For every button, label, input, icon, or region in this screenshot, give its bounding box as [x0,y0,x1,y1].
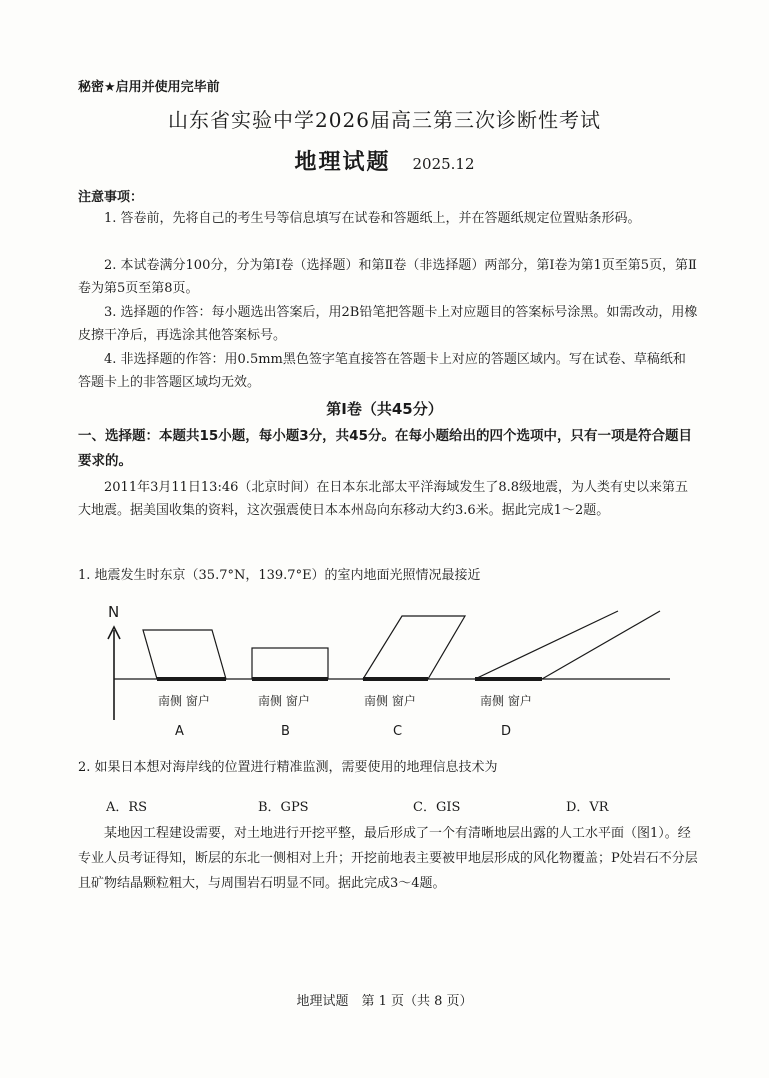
notice-item-1: 1. 答卷前，先将自己的考生号等信息填写在试卷和答题纸上，并在答题纸规定位置贴条形码。 [104,211,641,226]
light-patch-c [363,616,465,679]
question-2-option-c: C．GIS [413,800,461,815]
question-1-stem: 1. 地震发生时东京（35.7°N，139.7°E）的室内地面光照情况最接近 [78,568,481,583]
window-label-a: 南侧 窗户 [158,694,210,708]
north-label: N [108,603,120,621]
notice-item-3: 3. 选择题的作答：每小题选出答案后，用2B铅笔把答题卡上对应题目的答案标号涂黑。如需改动，用橡皮擦干净后，再选涂其他答案标号。 [78,305,698,343]
question-2-stem: 2. 如果日本想对海岸线的位置进行精准监测，需要使用的地理信息技术为 [78,760,498,775]
notice-item-4: 4. 非选择题的作答：用0.5mm黑色签字笔直接答在答题卡上对应的答题区域内。写在试卷、草稿纸和答题卡上的非答题区域均无效。 [78,352,686,390]
option-b-label: B [281,724,290,739]
notice-title: 注意事项： [78,190,144,205]
window-label-b: 南侧 窗户 [258,694,310,708]
volume-title: 第Ⅰ卷（共45分） [326,400,443,418]
notice-item-2: 2. 本试卷满分100分，分为第Ⅰ卷（选择题）和第Ⅱ卷（非选择题）两部分，第Ⅰ卷为第1页至第5页，第Ⅱ卷为第5页至第8页。 [78,258,697,296]
exam-title: 山东省实验中学2026届高三第三次诊断性考试 [168,108,601,132]
question-2-option-b: B．GPS [258,800,309,815]
subject-title: 地理试题 [294,150,391,175]
exam-date: 2025.12 [412,155,475,173]
option-c-label: C [393,724,403,739]
passage-1: 2011年3月11日13:46（北京时间）在日本东北部太平洋海域发生了8.8级地震，为人类有史以来第五大地震。据美国收集的资料，这次强震使日本本州岛向东移动大约3.6米。据此完成1～2题。 [78,480,689,518]
light-patch-a [143,630,226,679]
page-footer: 地理试题 第 1 页（共 8 页） [296,994,473,1009]
window-label-c: 南侧 窗户 [364,694,416,708]
secret-label: 秘密★启用并使用完毕前 [78,80,220,95]
light-patch-b [252,648,328,679]
passage-2: 某地因工程建设需要，对土地进行开挖平整，最后形成了一个有清晰地层出露的人工水平面（图1）。经专业人员考证得知，断层的东北一侧相对上升；开挖前地表主要被甲地层形成的风化物覆盖；P处岩石不分层且矿物结晶颗粒粗大，与周围岩石明显不同。据此完成3～4题。 [78,826,698,891]
light-ray-d-2 [542,611,660,679]
light-ray-d-1 [475,611,618,679]
section-heading: 一、选择题：本题共15小题，每小题3分，共45分。在每小题给出的四个选项中，只有一项是符合题目要求的。 [78,428,692,469]
subject-line [0,145,769,176]
question-2-option-d: D．VR [566,800,609,815]
window-label-d: 南侧 窗户 [480,694,532,708]
question-1-figure [90,595,690,745]
option-a-label: A [175,724,184,739]
option-d-label: D [501,724,512,739]
question-2-option-a: A．RS [106,800,148,815]
